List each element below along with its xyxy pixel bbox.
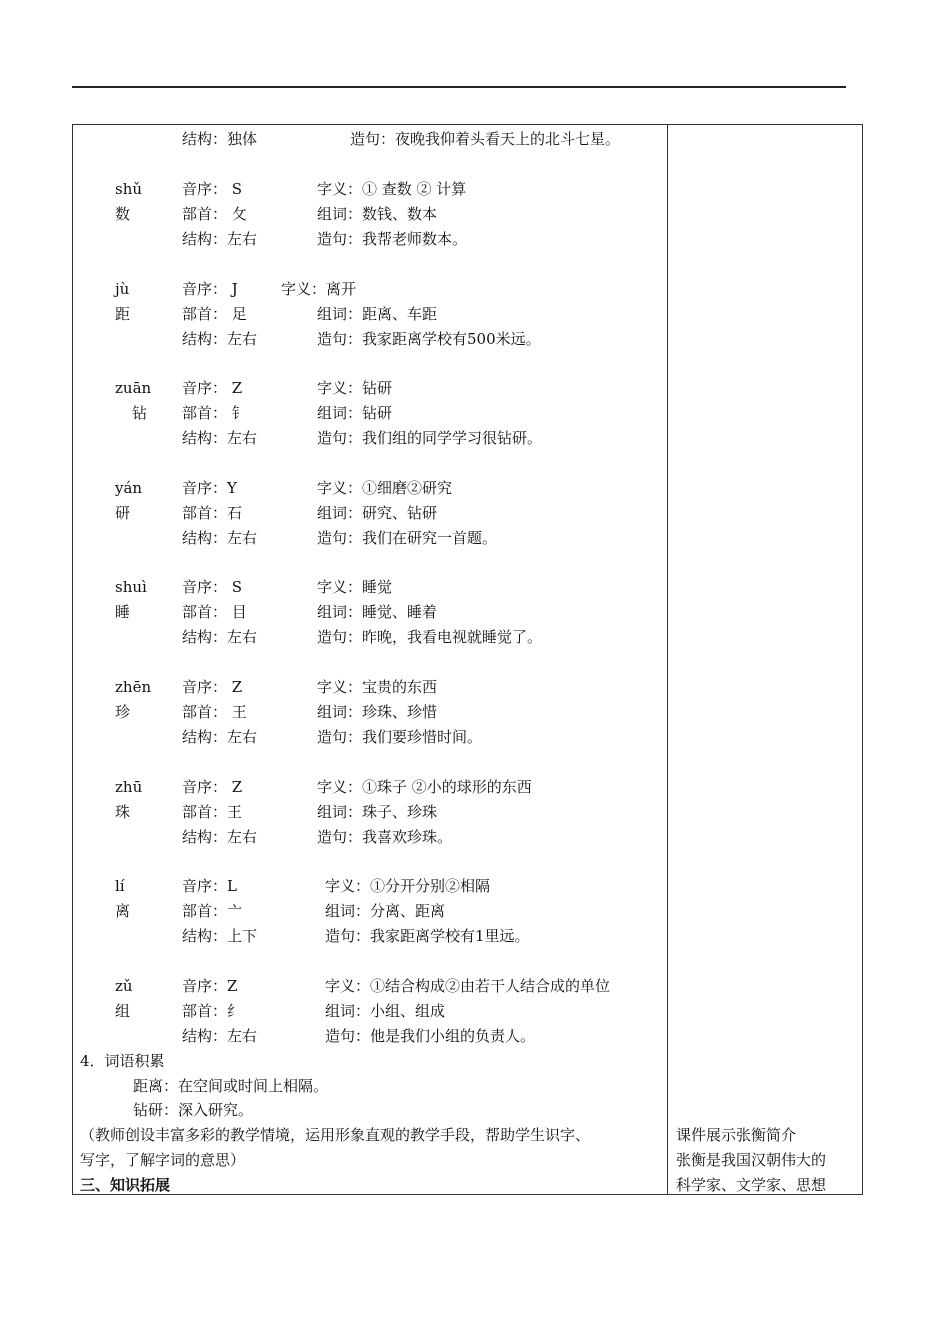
side-note-line2: 张衡是我国汉朝伟大的 <box>676 1151 827 1169</box>
example-sentence: 造句：我们在研究一首题。 <box>317 529 498 547</box>
radical: 部首： 足 <box>182 305 247 323</box>
example-sentence: 造句：我们要珍惜时间。 <box>317 728 483 746</box>
phonetic-order: 音序： Z <box>182 778 243 796</box>
teacher-note-line1: （教师创设丰富多彩的教学情境，运用形象直观的教学手段，帮助学生识字、 <box>80 1126 591 1144</box>
word-group: 组词：研究、钻研 <box>317 504 438 522</box>
character-glyph: 研 <box>115 504 131 522</box>
example-sentence: 造句：我家距离学校有1里远。 <box>325 927 530 945</box>
radical: 部首：亠 <box>182 902 243 920</box>
structure: 结构：左右 <box>182 529 258 547</box>
character-glyph: 珠 <box>115 803 131 821</box>
meaning: 字义：睡觉 <box>317 578 393 596</box>
example-sentence: 造句：昨晚，我看电视就睡觉了。 <box>317 628 543 646</box>
phonetic-order: 音序： S <box>182 578 243 596</box>
character-pinyin: yán <box>115 479 143 497</box>
character-pinyin: lí <box>115 877 125 895</box>
structure: 结构：左右 <box>182 628 258 646</box>
structure: 结构：左右 <box>182 828 258 846</box>
meaning: 字义：①分开分别②相隔 <box>325 877 491 895</box>
word-group: 组词：分离、距离 <box>325 902 446 920</box>
structure: 结构：左右 <box>182 330 258 348</box>
word-group: 组词：数钱、数本 <box>317 205 438 223</box>
meaning: 字义：钻研 <box>317 379 393 397</box>
phonetic-order: 音序：L <box>182 877 237 895</box>
example-sentence: 造句：他是我们小组的负责人。 <box>325 1027 536 1045</box>
example-sentence: 造句：我家距离学校有500米远。 <box>317 330 541 348</box>
teacher-note-line2: 写字，了解字词的意思） <box>80 1151 246 1169</box>
character-pinyin: shuì <box>115 578 147 596</box>
side-note-line3: 科学家、文学家、思想 <box>676 1176 827 1194</box>
character-glyph: 睡 <box>115 603 131 621</box>
character-glyph: 钻 <box>132 404 148 422</box>
meaning: 字义：离开 <box>281 280 357 298</box>
radical: 部首： 目 <box>182 603 247 621</box>
phonetic-order: 音序： Z <box>182 678 243 696</box>
word-group: 组词：珍珠、珍惜 <box>317 703 438 721</box>
structure: 结构：上下 <box>182 927 258 945</box>
radical: 部首：王 <box>182 803 243 821</box>
meaning: 字义：①细磨②研究 <box>317 479 453 497</box>
top-structure: 结构：独体 <box>182 130 258 148</box>
structure: 结构：左右 <box>182 1027 258 1045</box>
word-group: 组词：睡觉、睡着 <box>317 603 438 621</box>
meaning: 字义：①珠子 ②小的球形的东西 <box>317 778 532 796</box>
radical: 部首： 攵 <box>182 205 247 223</box>
phonetic-order: 音序：Y <box>182 479 237 497</box>
structure: 结构：左右 <box>182 429 258 447</box>
side-note-line1: 课件展示张衡简介 <box>676 1126 797 1144</box>
structure: 结构：左右 <box>182 230 258 248</box>
phonetic-order: 音序：Z <box>182 977 238 995</box>
character-glyph: 数 <box>115 205 131 223</box>
word-group: 组词：小组、组成 <box>325 1002 446 1020</box>
header-rule <box>72 86 846 88</box>
character-glyph: 离 <box>115 902 131 920</box>
structure: 结构：左右 <box>182 728 258 746</box>
character-pinyin: zǔ <box>115 977 133 995</box>
section-heading: 三、知识拓展 <box>80 1176 171 1194</box>
vocab-item: 钻研：深入研究。 <box>133 1101 254 1119</box>
character-pinyin: jù <box>115 280 130 298</box>
character-pinyin: zhū <box>115 778 143 796</box>
character-pinyin: zuān <box>115 379 152 397</box>
word-group: 组词：钻研 <box>317 404 393 422</box>
character-glyph: 距 <box>115 305 131 323</box>
radical: 部首：纟 <box>182 1002 243 1020</box>
vocab-heading: 4．词语积累 <box>80 1052 165 1070</box>
example-sentence: 造句：我帮老师数本。 <box>317 230 468 248</box>
example-sentence: 造句：我们组的同学学习很钻研。 <box>317 429 543 447</box>
example-sentence: 造句：我喜欢珍珠。 <box>317 828 453 846</box>
meaning: 字义：宝贵的东西 <box>317 678 438 696</box>
character-glyph: 珍 <box>115 703 131 721</box>
vocab-item: 距离：在空间或时间上相隔。 <box>133 1077 329 1095</box>
character-glyph: 组 <box>115 1002 131 1020</box>
radical: 部首：石 <box>182 504 243 522</box>
character-pinyin: shǔ <box>115 180 143 198</box>
word-group: 组词：距离、车距 <box>317 305 438 323</box>
radical: 部首： 钅 <box>182 404 247 422</box>
top-sentence: 造句：夜晚我仰着头看天上的北斗七星。 <box>350 130 621 148</box>
meaning: 字义：① 查数 ② 计算 <box>317 180 467 198</box>
character-pinyin: zhēn <box>115 678 152 696</box>
radical: 部首： 王 <box>182 703 247 721</box>
phonetic-order: 音序： Z <box>182 379 243 397</box>
phonetic-order: 音序： S <box>182 180 243 198</box>
word-group: 组词：珠子、珍珠 <box>317 803 438 821</box>
phonetic-order: 音序： J <box>182 280 238 298</box>
meaning: 字义：①结合构成②由若干人结合成的单位 <box>325 977 611 995</box>
column-divider <box>667 124 668 1195</box>
